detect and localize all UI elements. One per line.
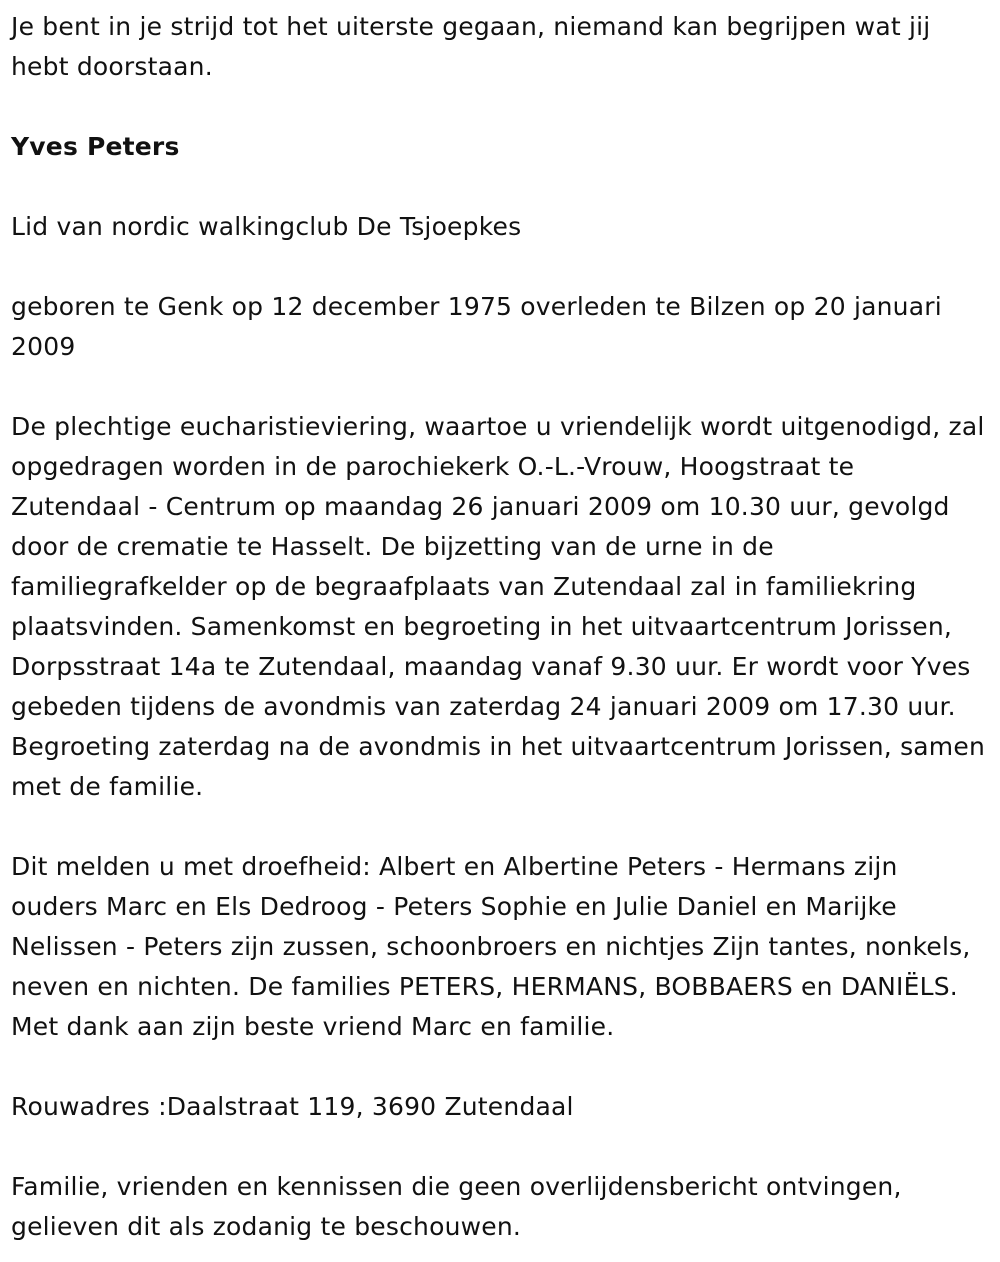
obituary-document	[11, 7, 991, 1247]
ceremony-paragraph: De plechtige eucharistieviering, waartoe u vriendelijk wordt uitgenodigd, zal opgedragen worden in de parochiekerk O.-L.-Vrouw, Hoogstraat te Zutendaal - Centrum op maandag 26 januari 2009 om 10.30 uur, gevolgd door de crematie te Hasselt. De bijzetting van de urne in de familiegrafkelder op de begraafplaats van Zutendaal zal in familiekring plaatsvinden. Samenkomst en begroeting in het uitvaartcentrum Jorissen, Dorpsstraat 14a te Zutendaal, maandag vanaf 9.30 uur. Er wordt voor Yves gebeden tijdens de avondmis van zaterdag 24 januari 2009 om 17.30 uur. Begroeting zaterdag na de avondmis in het uitvaartcentrum Jorissen, samen met de familie.	[11, 412, 985, 801]
address-paragraph: Rouwadres :Daalstraat 119, 3690 Zutendaal	[11, 1092, 574, 1121]
deceased-name: Yves Peters	[11, 132, 180, 161]
closing-paragraph: Familie, vrienden en kennissen die geen overlijdensbericht ontvingen, gelieven dit als zodanig te beschouwen.	[11, 1172, 902, 1241]
birth-death-paragraph: geboren te Genk op 12 december 1975 overleden te Bilzen op 20 januari 2009	[11, 292, 942, 361]
intro-paragraph: Je bent in je strijd tot het uiterste gegaan, niemand kan begrijpen wat jij hebt doorstaan.	[11, 12, 931, 81]
family-paragraph: Dit melden u met droefheid: Albert en Albertine Peters - Hermans zijn ouders Marc en Els Dedroog - Peters Sophie en Julie Daniel en Marijke Nelissen - Peters zijn zussen, schoonbroers en nichtjes Zijn tantes, nonkels, neven en nichten. De families PETERS, HERMANS, BOBBAERS en DANIËLS. Met dank aan zijn beste vriend Marc en familie.	[11, 852, 971, 1041]
membership-paragraph: Lid van nordic walkingclub De Tsjoepkes	[11, 212, 522, 241]
